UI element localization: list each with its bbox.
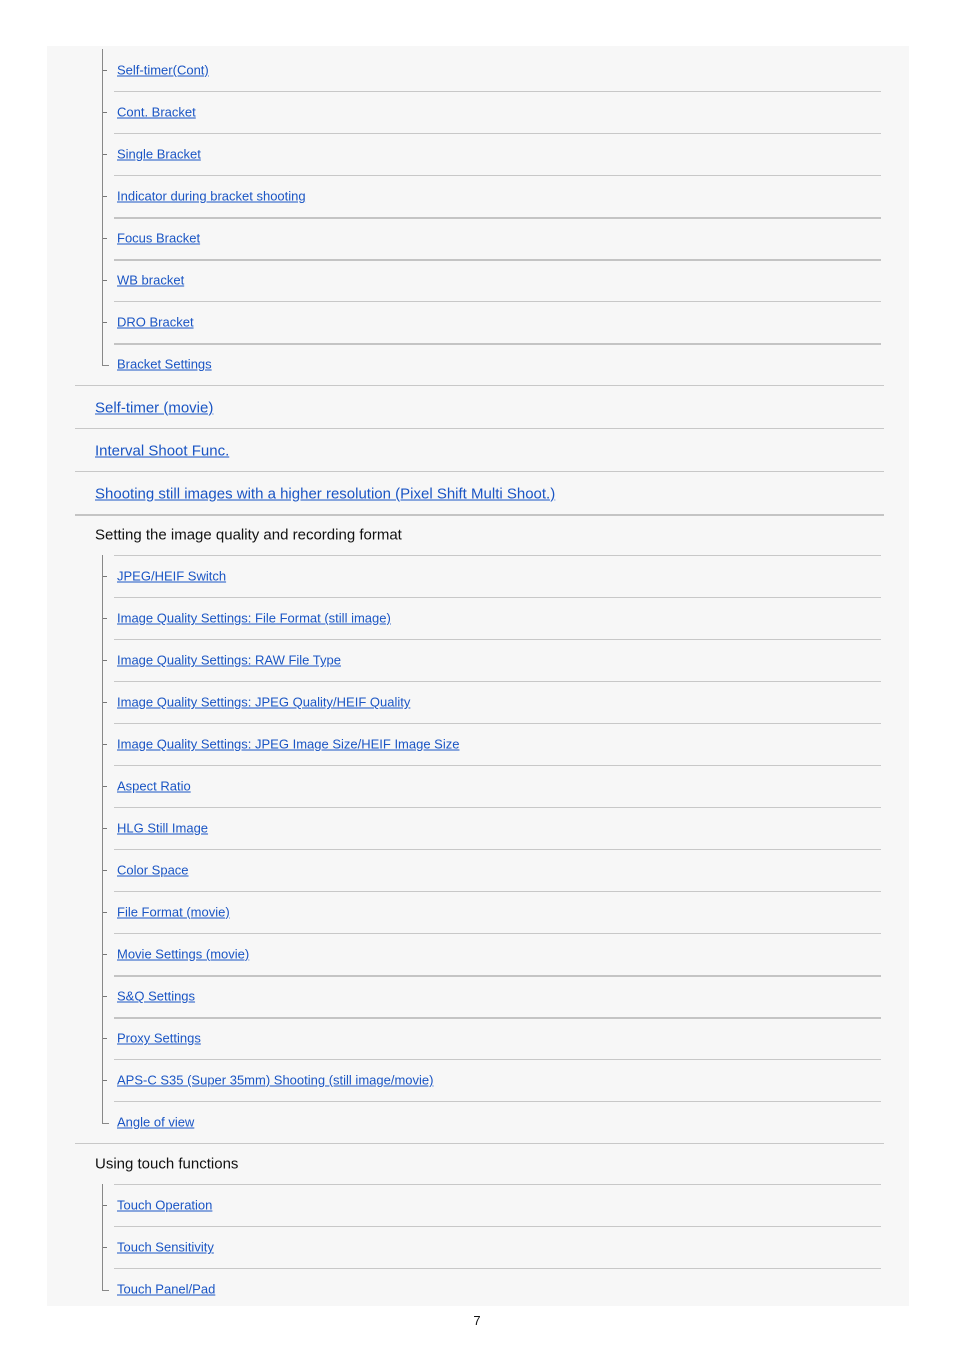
- sub-item-link[interactable]: Color Space: [117, 862, 189, 878]
- sub-item-color-space: [114, 849, 881, 891]
- sub-item-cont-bracket: [114, 91, 881, 133]
- sub-item-link[interactable]: WB bracket: [117, 272, 185, 288]
- sub-item-link[interactable]: S&Q Settings: [117, 988, 196, 1004]
- tree-connector: [102, 1184, 103, 1285]
- sub-item-movie-settings-movie: [114, 933, 881, 975]
- tree-connector: [102, 49, 103, 360]
- section-heading: [75, 1144, 884, 1184]
- sub-item-link[interactable]: Self-timer(Cont): [117, 62, 209, 78]
- sub-item-aps-c-s35-super-35mm-shooting-still-image-movie: [114, 1059, 881, 1101]
- sub-item-link[interactable]: Angle of view: [117, 1114, 195, 1130]
- sub-item-link[interactable]: DRO Bracket: [117, 314, 194, 330]
- sub-item-touch-sensitivity: [114, 1226, 881, 1268]
- sub-item-link[interactable]: JPEG/HEIF Switch: [117, 568, 227, 584]
- section-heading: [75, 515, 884, 555]
- sub-item-focus-bracket: [114, 217, 881, 259]
- top-item-interval-shoot-func: [75, 429, 884, 472]
- top-item-link[interactable]: Self-timer (movie): [95, 399, 214, 416]
- sub-item-hlg-still-image: [114, 807, 881, 849]
- sub-item-jpeg-heif-switch: [114, 555, 881, 597]
- sub-item-link[interactable]: Proxy Settings: [117, 1030, 201, 1046]
- tree-corner: [102, 359, 109, 366]
- sub-item-indicator-during-bracket-shooting: [114, 175, 881, 217]
- sub-item-link[interactable]: Touch Sensitivity: [117, 1239, 214, 1255]
- top-item-link[interactable]: Interval Shoot Func.: [95, 442, 230, 459]
- page-number: 7: [473, 1313, 481, 1328]
- sub-item-wb-bracket: [114, 259, 881, 301]
- sub-item-bracket-settings: [114, 343, 881, 385]
- section-heading-text: Setting the image quality and recording format: [95, 526, 402, 544]
- sub-item-touch-panel-pad: [114, 1268, 881, 1306]
- sub-item-link[interactable]: Image Quality Settings: JPEG Image Size/HEIF Image Size: [117, 736, 460, 752]
- sub-item-link[interactable]: Single Bracket: [117, 146, 201, 162]
- sub-item-link[interactable]: Aspect Ratio: [117, 778, 191, 794]
- sub-item-aspect-ratio: [114, 765, 881, 807]
- sub-item-s-q-settings: [114, 975, 881, 1017]
- sub-item-link[interactable]: Movie Settings (movie): [117, 946, 250, 962]
- sub-item-link[interactable]: File Format (movie): [117, 904, 230, 920]
- sub-item-link[interactable]: Touch Panel/Pad: [117, 1281, 216, 1297]
- top-item-self-timer-movie: [75, 386, 884, 429]
- sub-item-link[interactable]: Indicator during bracket shooting: [117, 188, 306, 204]
- sub-item-image-quality-settings-jpeg-quality-heif-quality: [114, 681, 881, 723]
- top-item-shooting-still-images-with-a-higher-resolution-pixel-shift-multi-shoot: [75, 472, 884, 515]
- sub-item-link[interactable]: APS-C S35 (Super 35mm) Shooting (still image/movie): [117, 1072, 434, 1088]
- sub-item-image-quality-settings-jpeg-image-size-heif-image-size: [114, 723, 881, 765]
- sub-item-touch-operation: [114, 1184, 881, 1226]
- sub-item-link[interactable]: Cont. Bracket: [117, 104, 196, 120]
- tree-connector: [102, 555, 103, 1118]
- tree-corner: [102, 1284, 109, 1291]
- sub-item-link[interactable]: Touch Operation: [117, 1197, 213, 1213]
- tree-corner: [102, 1117, 109, 1124]
- sub-item-angle-of-view: [114, 1101, 881, 1143]
- sub-item-link[interactable]: Bracket Settings: [117, 356, 212, 372]
- sub-item-image-quality-settings-file-format-still-image: [114, 597, 881, 639]
- sub-item-link[interactable]: HLG Still Image: [117, 820, 209, 836]
- sub-item-link[interactable]: Image Quality Settings: JPEG Quality/HEIF Quality: [117, 694, 411, 710]
- sub-item-dro-bracket: [114, 301, 881, 343]
- sub-item-file-format-movie: [114, 891, 881, 933]
- top-item-link[interactable]: Shooting still images with a higher resolution (Pixel Shift Multi Shoot.): [95, 485, 556, 502]
- sub-item-single-bracket: [114, 133, 881, 175]
- section-heading-text: Using touch functions: [95, 1155, 239, 1173]
- toc-list: [47, 46, 909, 1306]
- sub-item-link[interactable]: Image Quality Settings: File Format (still image): [117, 610, 391, 626]
- sub-item-link[interactable]: Image Quality Settings: RAW File Type: [117, 652, 341, 668]
- sub-item-image-quality-settings-raw-file-type: [114, 639, 881, 681]
- sub-item-link[interactable]: Focus Bracket: [117, 230, 201, 246]
- toc-panel: [47, 46, 909, 1306]
- sub-item-proxy-settings: [114, 1017, 881, 1059]
- sub-item-self-timer-cont: [114, 49, 881, 91]
